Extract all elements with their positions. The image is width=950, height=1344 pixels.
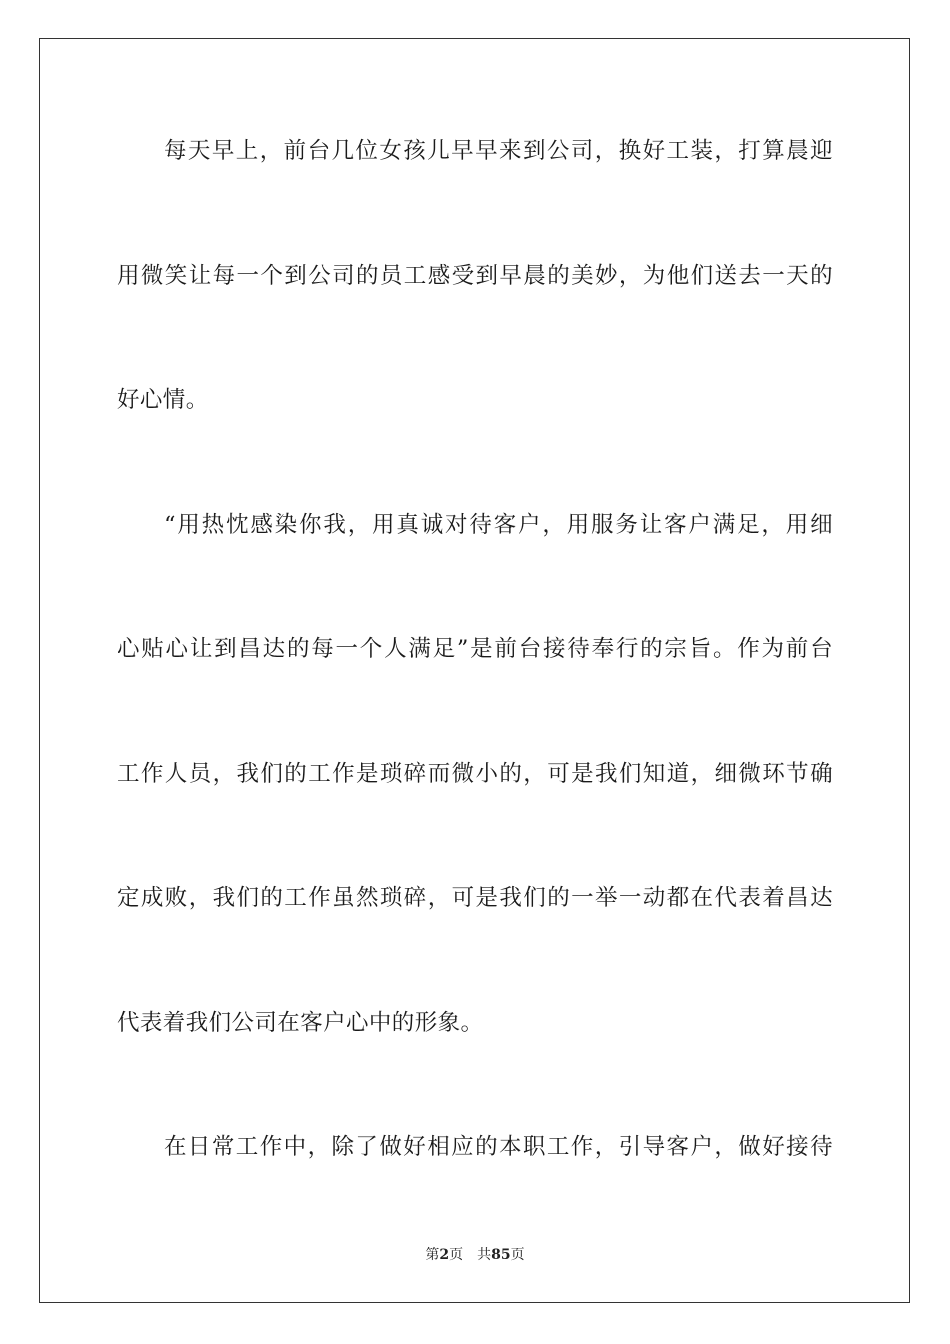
footer-total-prefix: 共	[477, 1247, 492, 1263]
footer-page-prefix: 第	[425, 1247, 440, 1263]
paragraph-1-line-2: 用微笑让每一个到公司的员工感受到早晨的美妙，为他们送去一天的	[117, 263, 833, 289]
footer-total-pages: 85	[491, 1247, 511, 1263]
footer-page-number: 2	[439, 1247, 450, 1263]
footer-total-suffix: 页	[510, 1247, 525, 1263]
paragraph-2-line-4: 定成败，我们的工作虽然琐碎，可是我们的一举一动都在代表着昌达	[117, 885, 833, 911]
page-border	[39, 38, 910, 1303]
paragraph-2-line-3: 工作人员，我们的工作是琐碎而微小的，可是我们知道，细微环节确	[117, 761, 833, 787]
paragraph-2-line-5: 代表着我们公司在客户心中的形象。	[117, 1010, 484, 1036]
paragraph-3-line-1: 在日常工作中，除了做好相应的本职工作，引导客户，做好接待	[164, 1134, 833, 1160]
paragraph-1-line-1: 每天早上，前台几位女孩儿早早来到公司，换好工装，打算晨迎	[164, 138, 833, 164]
paragraph-2-line-1: “用热忱感染你我，用真诚对待客户，用服务让客户满足，用细	[164, 512, 833, 538]
footer-page-suffix: 页	[449, 1247, 464, 1263]
paragraph-1-line-3: 好心情。	[117, 387, 209, 413]
paragraph-2-line-2: 心贴心让到昌达的每一个人满足”是前台接待奉行的宗旨。作为前台	[117, 636, 833, 662]
page-footer	[0, 1246, 950, 1264]
